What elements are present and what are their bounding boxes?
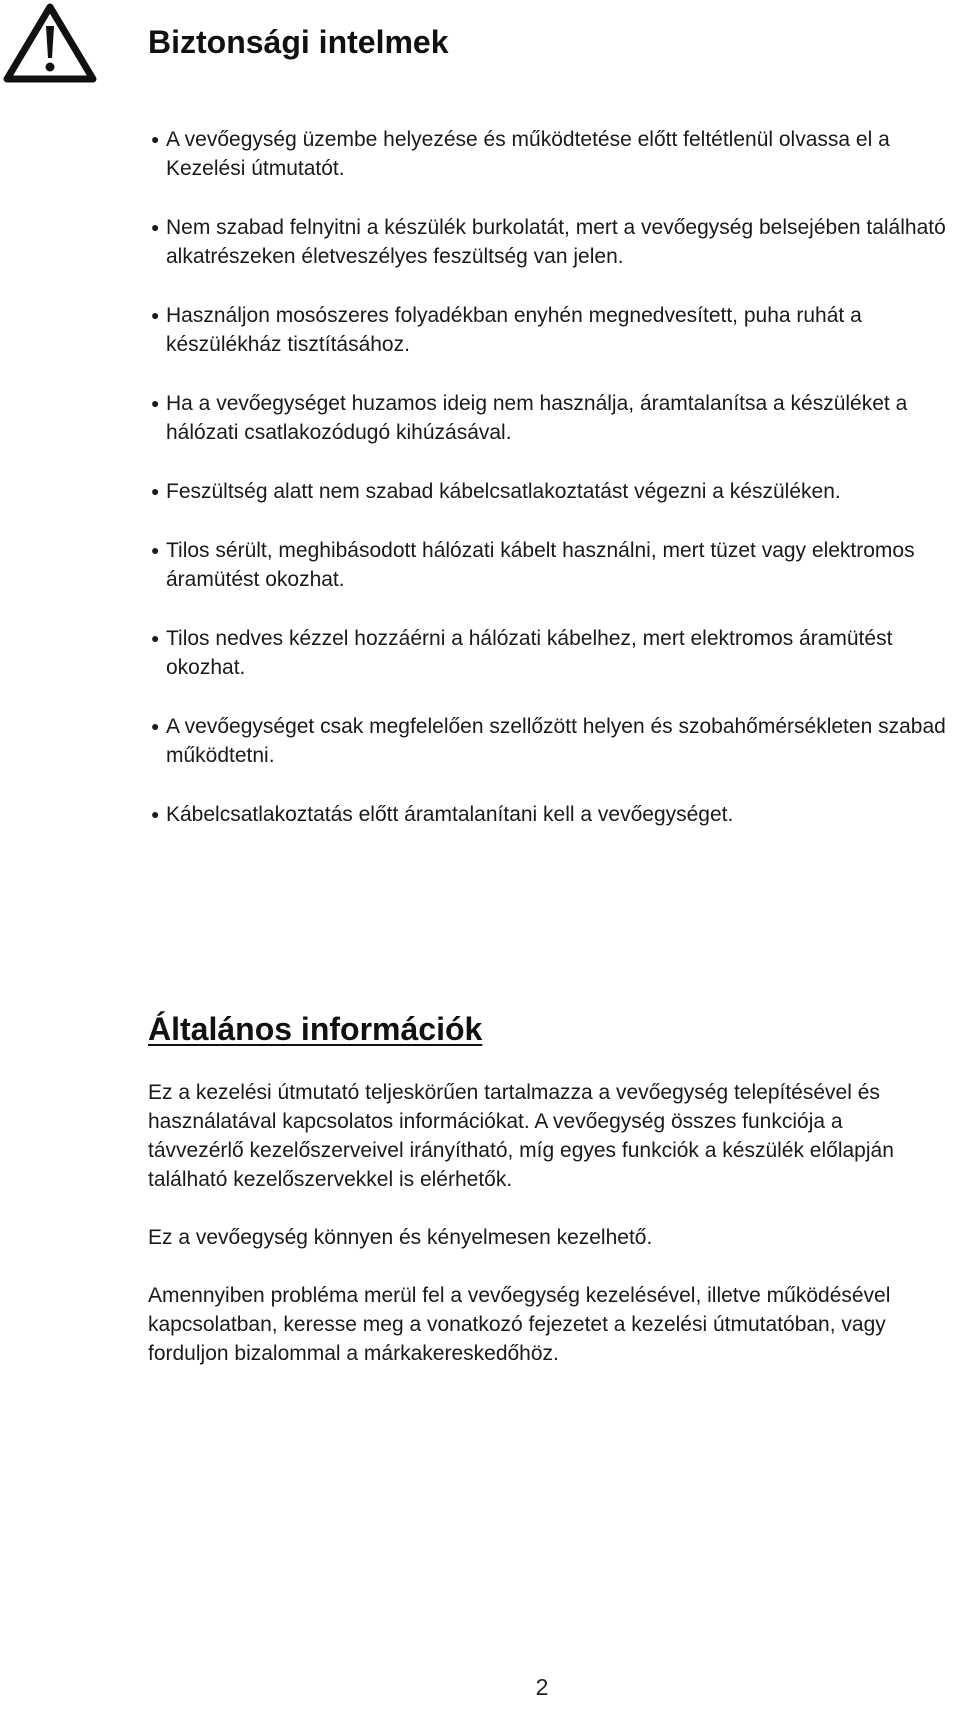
bullet-dot-icon: ● (151, 131, 160, 147)
list-item (148, 800, 948, 829)
warning-triangle-icon (2, 2, 98, 84)
bullet-dot-icon: ● (151, 718, 160, 734)
page-number: 2 (535, 1674, 549, 1700)
safety-bullet-list (148, 125, 948, 859)
general-info-title: Általános információk (148, 1011, 483, 1047)
list-item-text: A vevőegységet csak megfelelően szellőzött helyen és szobahőmérsékleten szabad működtetni. (166, 715, 946, 767)
list-item-text: Tilos nedves kézzel hozzáérni a hálózati kábelhez, mert elektromos áramütést okozhat. (166, 627, 893, 679)
list-item-text: Kábelcsatlakoztatás előtt áramtalanítani kell a vevőegységet. (166, 803, 734, 826)
list-item-text: Ha a vevőegységet huzamos ideig nem használja, áramtalanítsa a készüléket a hálózati csatlakozódugó kihúzásával. (166, 392, 908, 444)
bullet-dot-icon: ● (151, 630, 160, 646)
paragraph: Ez a kezelési útmutató teljeskörűen tartalmazza a vevőegység telepítésével és használatával kapcsolatos információkat. A vevőegység összes funkciója a távvezérlő kezelőszerveivel irányítható, míg egyes funkciók a készülék előlapján található kezelőszervekkel is elérhetők. (148, 1081, 894, 1191)
bullet-dot-icon: ● (151, 483, 160, 499)
bullet-dot-icon: ● (151, 307, 160, 323)
bullet-dot-icon: ● (151, 542, 160, 558)
list-item (148, 213, 948, 271)
list-item-text: A vevőegység üzembe helyezése és működtetése előtt feltétlenül olvassa el a Kezelési útmutatót. (166, 128, 890, 180)
bullet-dot-icon: ● (151, 395, 160, 411)
list-item-text: Nem szabad felnyitni a készülék burkolatát, mert a vevőegység belsejében található alkatrészeken életveszélyes feszültség van jelen. (166, 216, 946, 268)
list-item (148, 477, 948, 506)
paragraph: Amennyiben probléma merül fel a vevőegység kezelésével, illetve működésével kapcsolatban, keresse meg a vonatkozó fejezetet a kezelési útmutatóban, vagy forduljon bizalommal a márkakereskedőhöz. (148, 1284, 891, 1365)
list-item (148, 712, 948, 770)
general-info-body (148, 1078, 928, 1397)
paragraph: Ez a vevőegység könnyen és kényelmesen kezelhető. (148, 1226, 653, 1249)
list-item-text: Tilos sérült, meghibásodott hálózati kábelt használni, mert tüzet vagy elektromos áramütést okozhat. (166, 539, 915, 591)
list-item (148, 301, 948, 359)
list-item-text: Használjon mosószeres folyadékban enyhén megnedvesített, puha ruhát a készülékház tisztításához. (166, 304, 862, 356)
list-item (148, 125, 948, 183)
bullet-dot-icon: ● (151, 219, 160, 235)
safety-title: Biztonsági intelmek (148, 24, 449, 60)
bullet-dot-icon: ● (151, 806, 160, 822)
list-item (148, 624, 948, 682)
list-item (148, 536, 948, 594)
list-item-text: Feszültség alatt nem szabad kábelcsatlakoztatást végezni a készüléken. (166, 480, 841, 503)
list-item (148, 389, 948, 447)
